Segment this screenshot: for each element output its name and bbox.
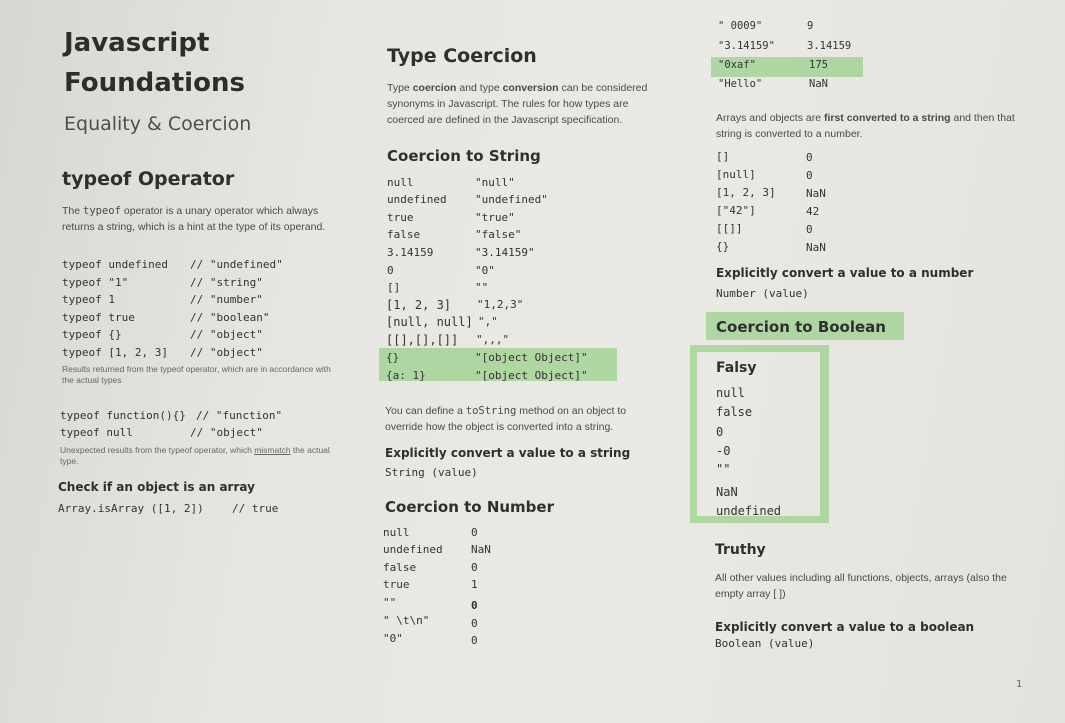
type-coercion-heading: Type Coercion (387, 45, 537, 67)
num-value-6: "0" (383, 632, 403, 645)
num-value-1: undefined (383, 543, 443, 556)
str-result-11: "[object Object]" (475, 369, 588, 382)
array-check-expr: Array.isArray ([1, 2]) (58, 502, 204, 515)
str-value-4: 3.14159 (387, 246, 434, 259)
to-string-heading: Coercion to String (387, 147, 541, 165)
page-number: 1 (1016, 679, 1023, 690)
str-result-6: "" (475, 281, 489, 294)
falsy-box (690, 345, 829, 523)
typeof-expr-5: typeof [1, 2, 3] (62, 346, 168, 359)
typeof-expr-1: typeof "1" (62, 276, 129, 289)
boolean-explicit-heading: Explicitly convert a value to a boolean (715, 620, 975, 634)
num-value-4: "" (383, 596, 397, 609)
tostring-note: You can define a toString method on an object to override how the object is converted into a string. (385, 405, 627, 433)
to-boolean-heading: Coercion to Boolean (716, 318, 886, 336)
arr-result-5: NaN (806, 241, 826, 254)
arr-result-2: NaN (806, 187, 826, 200)
array-check-heading: Check if an object is an array (58, 480, 255, 494)
typeof-expr-2: typeof 1 (62, 293, 115, 306)
num-result-3: 1 (471, 578, 478, 591)
str-result-4: "3.14159" (475, 246, 535, 259)
falsy-item-6: undefined (716, 504, 782, 518)
numc-value-1: "3.14159" (718, 40, 775, 52)
str-value-10: {} (386, 351, 400, 364)
typeof-expr-function: typeof function(){} (60, 409, 186, 422)
arr-result-0: 0 (806, 151, 813, 164)
arrays-objects-note: Arrays and objects are first converted to a string and then that string is converted to a number. (716, 112, 1015, 140)
boolean-explicit-code: Boolean (value) (715, 637, 815, 650)
typeof-result-4: // "object" (190, 328, 263, 341)
num-value-3: true (383, 578, 410, 591)
typeof-result-0: // "undefined" (190, 258, 283, 271)
str-value-9: [[],[],[]] (386, 333, 459, 347)
falsy-item-0: null (716, 386, 745, 400)
arr-result-1: 0 (806, 169, 813, 182)
str-value-5: 0 (387, 264, 394, 277)
truthy-description: All other values including all functions, objects, arrays (also the empty array [ ]) (715, 572, 1007, 600)
numc-value-0: " 0009" (718, 20, 763, 32)
typeof-result-3: // "boolean" (190, 311, 270, 324)
numc-result-2: 175 (809, 59, 828, 71)
numc-result-3: NaN (809, 78, 828, 90)
str-value-11: {a: 1} (386, 369, 426, 382)
arr-value-4: [[]] (716, 222, 743, 235)
str-result-3: "false" (475, 228, 522, 241)
num-value-2: false (383, 561, 417, 574)
typeof-expr-3: typeof true (62, 311, 135, 324)
to-number-heading: Coercion to Number (385, 498, 554, 516)
str-result-5: "0" (475, 264, 495, 277)
str-result-10: "[object Object]" (475, 351, 588, 364)
falsy-item-1: false (716, 405, 753, 419)
array-check-result: // true (232, 502, 279, 515)
arr-value-3: ["42"] (716, 204, 756, 217)
number-explicit-heading: Explicitly convert a value to a number (716, 266, 974, 280)
title-line-2: Foundations (64, 68, 245, 98)
number-explicit-code: Number (value) (716, 287, 809, 300)
arr-value-2: [1, 2, 3] (716, 186, 776, 199)
str-value-0: null (387, 176, 414, 189)
falsy-item-3: -0 (716, 444, 731, 458)
typeof-result-5: // "object" (190, 346, 263, 359)
numc-result-0: 9 (807, 20, 814, 32)
typeof-result-1: // "string" (190, 276, 263, 289)
numc-result-1: 3.14159 (807, 40, 852, 52)
num-result-2: 0 (471, 561, 478, 574)
str-value-6: [] (387, 281, 401, 294)
numc-value-3: "Hello" (718, 78, 763, 90)
typeof-result-null: // "object" (190, 426, 263, 439)
typeof-note-2: Unexpected results from the typeof operator, which mismatch the actual type. (60, 445, 330, 466)
typeof-result-2: // "number" (190, 293, 263, 306)
num-value-5: " \t\n" (383, 614, 430, 627)
num-result-6: 0 (471, 634, 478, 647)
typeof-result-function: // "function" (196, 409, 283, 422)
str-value-2: true (387, 211, 414, 224)
falsy-heading: Falsy (716, 360, 757, 376)
num-result-4: 0 (471, 599, 478, 612)
title-line-1: Javascript (64, 28, 210, 58)
num-result-0: 0 (471, 526, 478, 539)
falsy-item-4: "" (716, 462, 731, 476)
arr-result-3: 42 (806, 205, 820, 218)
truthy-heading: Truthy (715, 542, 766, 558)
num-result-5: 0 (471, 617, 478, 630)
falsy-item-5: NaN (716, 485, 738, 499)
string-explicit-heading: Explicitly convert a value to a string (385, 446, 631, 460)
str-value-1: undefined (387, 193, 447, 206)
str-result-8: "," (478, 315, 498, 328)
arr-value-5: {} (716, 240, 730, 253)
str-value-7: [1, 2, 3] (386, 298, 452, 312)
typeof-expr-4: typeof {} (62, 328, 122, 341)
arr-value-1: [null] (716, 168, 756, 181)
str-result-1: "undefined" (475, 193, 548, 206)
typeof-description: The typeof operator is a unary operator which always returns a string, which is a hint at the type of its operand. (62, 205, 326, 233)
arr-result-4: 0 (806, 223, 813, 236)
falsy-item-2: 0 (716, 425, 724, 439)
str-value-3: false (387, 228, 421, 241)
subtitle: Equality & Coercion (64, 113, 252, 135)
numc-value-2: "0xaf" (718, 59, 756, 71)
str-result-2: "true" (475, 211, 515, 224)
num-result-1: NaN (471, 543, 491, 556)
string-explicit-code: String (value) (385, 466, 478, 479)
str-value-8: [null, null] (386, 315, 473, 329)
str-result-7: "1,2,3" (477, 298, 524, 311)
num-value-0: null (383, 526, 410, 539)
type-coercion-description: Type coercion and type conversion can be considered synonyms in Javascript. The rules for how types are coerced are defined in the Javascript specification. (387, 82, 648, 126)
typeof-expr-0: typeof undefined (62, 258, 168, 271)
arr-value-0: [] (716, 150, 730, 163)
str-result-9: ",,," (476, 333, 510, 346)
typeof-note-1: Results returned from the typeof operator, which are in accordance with the actual types (62, 364, 331, 385)
typeof-expr-null: typeof null (60, 426, 133, 439)
str-result-0: "null" (475, 176, 515, 189)
typeof-heading: typeof Operator (62, 168, 235, 190)
